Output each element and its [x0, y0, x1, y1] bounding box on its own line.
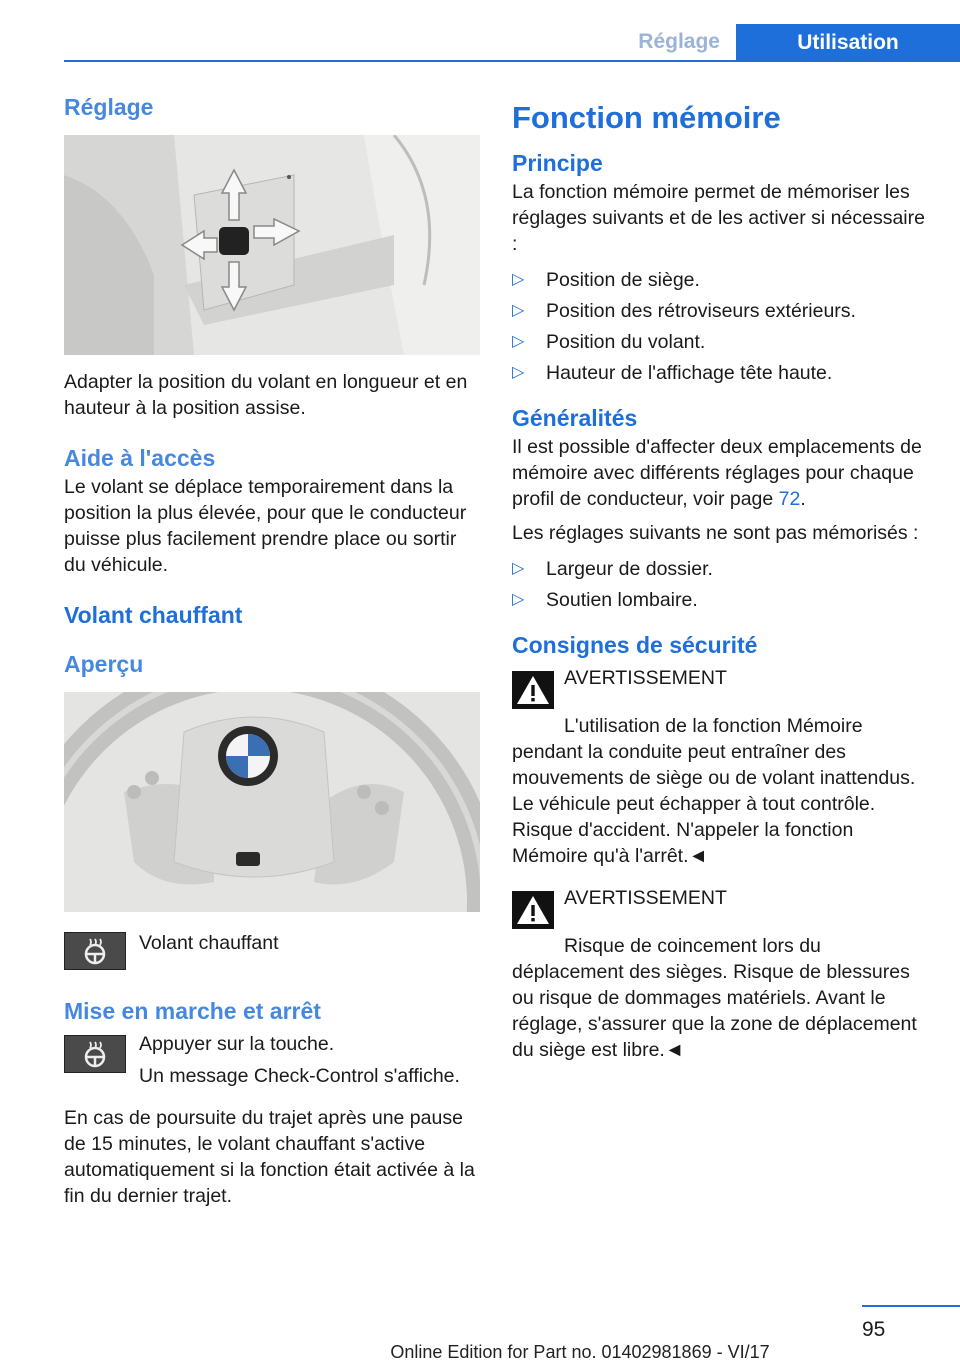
warning-triangle-icon	[512, 891, 554, 929]
bullet-triangle-icon: ▷	[512, 591, 525, 608]
bullet-triangle-icon: ▷	[512, 271, 525, 288]
list-item: ▷ Position de siège.	[512, 269, 700, 291]
heading-principe: Principe	[512, 150, 603, 176]
warning-2-title: AVERTISSEMENT	[564, 887, 727, 909]
mise-line-2: Un message Check-Control s'affiche.	[139, 1065, 460, 1087]
list-principe	[512, 267, 928, 386]
heading-generalites: Généralités	[512, 405, 638, 431]
footer-rule	[862, 1305, 960, 1307]
steering-column-illustration	[64, 135, 480, 355]
heated-steering-wheel-icon	[64, 932, 126, 970]
text-aide-acces: Le volant se déplace temporairement dans la position la plus élevée, pour que le conducteur puisse plus facilement prendre place ou sortir du véhicule.	[64, 476, 467, 576]
header-chapter-tab: Utilisation	[736, 24, 960, 62]
icon-caption-volant: Volant chauffant	[139, 932, 279, 954]
heading-consignes: Consignes de sécurité	[512, 632, 758, 658]
text-non-memorises: Les réglages suivants ne sont pas mémorisés :	[512, 522, 919, 544]
icon-row-mise	[64, 1031, 480, 1089]
bullet-triangle-icon: ▷	[512, 302, 525, 319]
footer-edition: Online Edition for Part no. 01402981869 - VI/17	[390, 1342, 770, 1362]
steering-adjust-photo	[64, 135, 480, 355]
heading-aide-acces: Aide à l'accès	[64, 445, 216, 471]
warning-2-text: Risque de coincement lors du déplacement des sièges. Risque de blessures ou risque de dommages matériels. Avant le réglage, s'assurer que la zone de déplacement du siège est libre.◄	[512, 935, 917, 1061]
list-item: ▷ Hauteur de l'affichage tête haute.	[512, 362, 833, 384]
icon-row-volant	[64, 932, 480, 970]
heading-mise-en-marche: Mise en marche et arrêt	[64, 998, 321, 1024]
text-generalites: Il est possible d'affecter deux emplacements de mémoire avec différents réglages pour chaque profil de conducteur, voir page 72.	[512, 436, 922, 510]
heated-steering-wheel-button-icon	[64, 1035, 126, 1073]
page-number: 95	[862, 1318, 886, 1341]
header-rule	[64, 60, 960, 62]
title-fonction-memoire: Fonction mémoire	[512, 100, 781, 135]
list-item: ▷ Largeur de dossier.	[512, 558, 713, 580]
list-item: ▷ Position du volant.	[512, 331, 706, 353]
heading-reglage: Réglage	[64, 94, 154, 120]
caption-reglage: Adapter la position du volant en longueur et en hauteur à la position assise.	[64, 371, 468, 419]
warning-block-1	[512, 669, 928, 869]
text-poursuite: En cas de poursuite du trajet après une pause de 15 minutes, le volant chauffant s'active automatiquement si la fonction était activée à la fin du dernier trajet.	[64, 1107, 475, 1207]
steering-wheel-photo	[64, 692, 480, 912]
header-section: Réglage	[638, 30, 720, 53]
list-non-memorises	[512, 556, 928, 613]
heading-volant-chauffant: Volant chauffant	[64, 602, 243, 628]
warning-block-2	[512, 889, 928, 1063]
bullet-triangle-icon: ▷	[512, 560, 525, 577]
warning-1-title: AVERTISSEMENT	[564, 667, 727, 689]
steering-wheel-illustration	[64, 692, 480, 912]
text-principe: La fonction mémoire permet de mémoriser les réglages suivants et de les activer si nécessaire :	[512, 181, 925, 255]
list-item: ▷ Position des rétroviseurs extérieurs.	[512, 300, 856, 322]
right-column	[512, 100, 928, 1063]
warning-1-text: L'utilisation de la fonction Mémoire pendant la conduite peut entraîner des mouvements de siège ou de volant inattendus. Le véhicule peut échapper à tout contrôle. Risque d'accident. N'appeler la fonction Mémoire qu'à l'arrêt.◄	[512, 715, 916, 867]
mise-line-1: Appuyer sur la touche.	[139, 1033, 335, 1055]
left-column	[64, 94, 480, 1209]
warning-triangle-icon	[512, 671, 554, 709]
list-item: ▷ Soutien lombaire.	[512, 589, 698, 611]
page-link[interactable]: 72	[778, 488, 801, 510]
heading-apercu: Aperçu	[64, 651, 144, 677]
bullet-triangle-icon: ▷	[512, 364, 525, 381]
bullet-triangle-icon: ▷	[512, 333, 525, 350]
